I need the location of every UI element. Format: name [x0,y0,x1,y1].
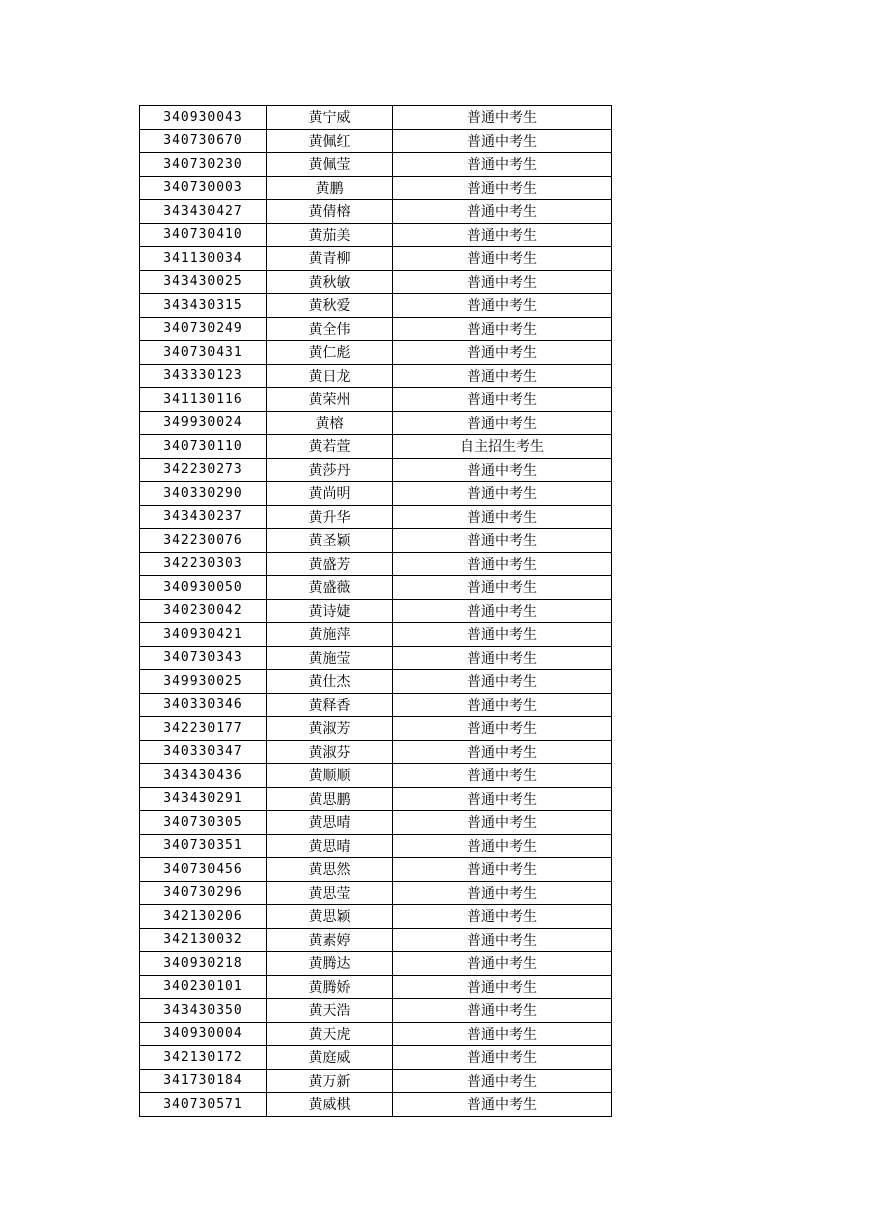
table-row [140,270,612,294]
table-row [140,435,612,459]
exam-number-cell: 340930050 [140,576,267,600]
table-row [140,411,612,435]
table-row [140,1046,612,1070]
table-row [140,529,612,553]
table-row [140,200,612,224]
table-row [140,129,612,153]
candidate-type-cell: 普通中考生 [393,294,612,318]
exam-number-cell: 340730305 [140,811,267,835]
student-name-cell: 黄若萱 [267,435,393,459]
table-body [140,106,612,1117]
exam-number-cell: 340730431 [140,341,267,365]
candidate-type-cell: 普通中考生 [393,693,612,717]
student-name-cell: 黄庭威 [267,1046,393,1070]
table-row [140,1069,612,1093]
table-row [140,599,612,623]
exam-number-cell: 342230076 [140,529,267,553]
exam-number-cell: 341130034 [140,247,267,271]
table-row [140,811,612,835]
table-row [140,576,612,600]
exam-number-cell: 340230101 [140,975,267,999]
candidate-type-cell: 普通中考生 [393,552,612,576]
student-name-cell: 黄盛芳 [267,552,393,576]
candidate-type-cell: 普通中考生 [393,881,612,905]
table-row [140,670,612,694]
student-name-cell: 黄思然 [267,858,393,882]
candidate-type-cell: 普通中考生 [393,317,612,341]
exam-number-cell: 340930421 [140,623,267,647]
student-name-cell: 黄思颖 [267,905,393,929]
candidate-type-cell: 普通中考生 [393,129,612,153]
student-name-cell: 黄鹏 [267,176,393,200]
student-name-cell: 黄威棋 [267,1093,393,1117]
candidate-type-cell: 普通中考生 [393,1069,612,1093]
exam-number-cell: 340730571 [140,1093,267,1117]
student-name-cell: 黄仕杰 [267,670,393,694]
student-name-cell: 黄茄美 [267,223,393,247]
candidate-type-cell: 普通中考生 [393,270,612,294]
candidate-type-cell: 普通中考生 [393,529,612,553]
table-row [140,106,612,130]
candidate-type-cell: 普通中考生 [393,811,612,835]
exam-number-cell: 340730296 [140,881,267,905]
exam-number-cell: 343430025 [140,270,267,294]
candidate-type-cell: 普通中考生 [393,411,612,435]
exam-number-cell: 343430291 [140,787,267,811]
exam-number-cell: 349930025 [140,670,267,694]
table-row [140,482,612,506]
exam-number-cell: 340730351 [140,834,267,858]
table-row [140,341,612,365]
candidate-type-cell: 普通中考生 [393,623,612,647]
candidate-type-cell: 普通中考生 [393,858,612,882]
candidate-type-cell: 普通中考生 [393,106,612,130]
student-name-cell: 黄圣颖 [267,529,393,553]
exam-number-cell: 340730230 [140,153,267,177]
student-name-cell: 黄思鹏 [267,787,393,811]
student-name-cell: 黄施莹 [267,646,393,670]
student-name-cell: 黄思晴 [267,834,393,858]
exam-number-cell: 342130032 [140,928,267,952]
table-row [140,693,612,717]
exam-number-cell: 340730343 [140,646,267,670]
table-row [140,223,612,247]
exam-number-cell: 341730184 [140,1069,267,1093]
student-name-cell: 黄尚明 [267,482,393,506]
candidate-type-cell: 普通中考生 [393,247,612,271]
candidate-type-cell: 普通中考生 [393,717,612,741]
exam-number-cell: 340330290 [140,482,267,506]
candidate-type-cell: 普通中考生 [393,364,612,388]
student-name-cell: 黄青柳 [267,247,393,271]
table-row [140,1022,612,1046]
exam-number-cell: 342130206 [140,905,267,929]
student-table [139,105,612,1117]
candidate-type-cell: 普通中考生 [393,834,612,858]
table-row [140,834,612,858]
student-name-cell: 黄施萍 [267,623,393,647]
student-name-cell: 黄荣州 [267,388,393,412]
table-row [140,764,612,788]
student-name-cell: 黄日龙 [267,364,393,388]
table-row [140,646,612,670]
student-name-cell: 黄宁威 [267,106,393,130]
candidate-type-cell: 普通中考生 [393,905,612,929]
candidate-type-cell: 普通中考生 [393,740,612,764]
student-name-cell: 黄思晴 [267,811,393,835]
student-name-cell: 黄思莹 [267,881,393,905]
student-name-cell: 黄仁彪 [267,341,393,365]
candidate-type-cell: 普通中考生 [393,176,612,200]
student-name-cell: 黄淑芬 [267,740,393,764]
student-name-cell: 黄万新 [267,1069,393,1093]
candidate-type-cell: 普通中考生 [393,670,612,694]
candidate-type-cell: 普通中考生 [393,975,612,999]
student-name-cell: 黄释香 [267,693,393,717]
exam-number-cell: 340330347 [140,740,267,764]
candidate-type-cell: 普通中考生 [393,1046,612,1070]
exam-number-cell: 341130116 [140,388,267,412]
table-row [140,858,612,882]
candidate-type-cell: 普通中考生 [393,1093,612,1117]
candidate-type-cell: 普通中考生 [393,764,612,788]
exam-number-cell: 340730110 [140,435,267,459]
table-row [140,905,612,929]
table-row [140,740,612,764]
exam-number-cell: 343430237 [140,505,267,529]
exam-number-cell: 342230273 [140,458,267,482]
exam-number-cell: 340730456 [140,858,267,882]
exam-number-cell: 342230177 [140,717,267,741]
student-name-cell: 黄腾达 [267,952,393,976]
exam-number-cell: 340730249 [140,317,267,341]
candidate-type-cell: 自主招生考生 [393,435,612,459]
student-name-cell: 黄盛薇 [267,576,393,600]
table-row [140,247,612,271]
table-row [140,717,612,741]
table-row [140,176,612,200]
table-row [140,317,612,341]
student-name-cell: 黄素婷 [267,928,393,952]
student-name-cell: 黄秋敏 [267,270,393,294]
candidate-type-cell: 普通中考生 [393,787,612,811]
student-name-cell: 黄顺顺 [267,764,393,788]
student-name-cell: 黄淑芳 [267,717,393,741]
candidate-type-cell: 普通中考生 [393,952,612,976]
candidate-type-cell: 普通中考生 [393,999,612,1023]
exam-number-cell: 343430427 [140,200,267,224]
table-row [140,1093,612,1117]
student-name-cell: 黄榕 [267,411,393,435]
candidate-type-cell: 普通中考生 [393,458,612,482]
exam-number-cell: 343330123 [140,364,267,388]
candidate-type-cell: 普通中考生 [393,388,612,412]
table-row [140,787,612,811]
table-row [140,388,612,412]
candidate-type-cell: 普通中考生 [393,200,612,224]
candidate-type-cell: 普通中考生 [393,153,612,177]
exam-number-cell: 340730003 [140,176,267,200]
student-name-cell: 黄秋爱 [267,294,393,318]
table-row [140,952,612,976]
student-name-cell: 黄腾娇 [267,975,393,999]
candidate-type-cell: 普通中考生 [393,505,612,529]
exam-number-cell: 342130172 [140,1046,267,1070]
table-row [140,364,612,388]
student-name-cell: 黄天浩 [267,999,393,1023]
table-row [140,623,612,647]
exam-number-cell: 340930218 [140,952,267,976]
candidate-type-cell: 普通中考生 [393,482,612,506]
student-name-cell: 黄佩红 [267,129,393,153]
exam-number-cell: 342230303 [140,552,267,576]
exam-number-cell: 340730410 [140,223,267,247]
exam-number-cell: 349930024 [140,411,267,435]
table-row [140,999,612,1023]
candidate-type-cell: 普通中考生 [393,646,612,670]
table-row [140,458,612,482]
candidate-type-cell: 普通中考生 [393,223,612,247]
table-row [140,505,612,529]
table-row [140,881,612,905]
candidate-type-cell: 普通中考生 [393,341,612,365]
student-name-cell: 黄佩莹 [267,153,393,177]
candidate-type-cell: 普通中考生 [393,576,612,600]
exam-number-cell: 343430350 [140,999,267,1023]
candidate-type-cell: 普通中考生 [393,928,612,952]
exam-number-cell: 340730670 [140,129,267,153]
student-name-cell: 黄倩榕 [267,200,393,224]
exam-number-cell: 343430315 [140,294,267,318]
student-name-cell: 黄全伟 [267,317,393,341]
table-row [140,552,612,576]
exam-number-cell: 340330346 [140,693,267,717]
table-row [140,975,612,999]
student-name-cell: 黄升华 [267,505,393,529]
student-name-cell: 黄诗婕 [267,599,393,623]
exam-number-cell: 340930043 [140,106,267,130]
exam-number-cell: 340930004 [140,1022,267,1046]
exam-number-cell: 343430436 [140,764,267,788]
student-name-cell: 黄莎丹 [267,458,393,482]
student-name-cell: 黄天虎 [267,1022,393,1046]
candidate-type-cell: 普通中考生 [393,599,612,623]
table-row [140,153,612,177]
exam-number-cell: 340230042 [140,599,267,623]
table-row [140,294,612,318]
table-row [140,928,612,952]
candidate-type-cell: 普通中考生 [393,1022,612,1046]
